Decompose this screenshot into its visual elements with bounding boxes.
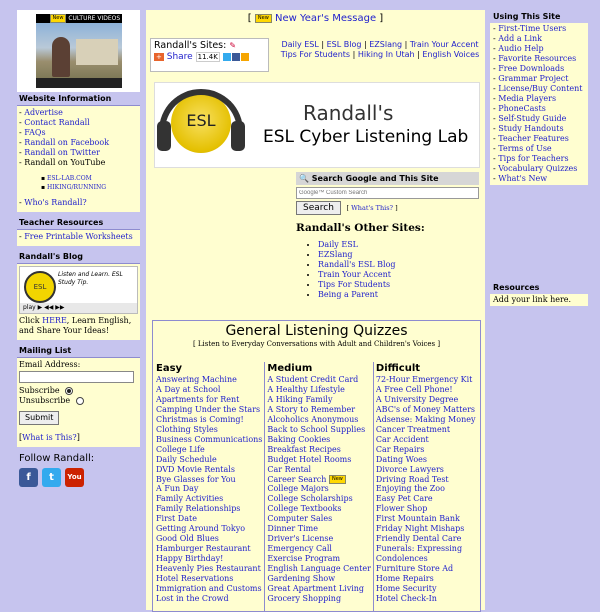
quiz-link[interactable]: Clothing Styles [156, 424, 218, 434]
resources-text: Add your link here. [493, 295, 572, 304]
share-button[interactable]: Share [166, 52, 193, 62]
using-site-panel [490, 10, 588, 185]
search-icon: 🔍 [299, 174, 309, 183]
other-site-item[interactable]: • Being a Parent [318, 290, 479, 300]
using-site-link[interactable]: - License/Buy Content [493, 84, 583, 93]
using-site-link[interactable]: - What's New [493, 174, 548, 183]
using-site-link[interactable]: - Audio Help [493, 44, 544, 53]
quiz-link[interactable]: Exercise Program [267, 554, 341, 564]
quiz-link[interactable]: 72-Hour Emergency Kit [375, 375, 473, 384]
main-content [146, 10, 485, 610]
site-link-esl-blog[interactable]: ESL Blog [326, 40, 362, 49]
earcup-right [231, 121, 245, 151]
link-facebook[interactable]: - Randall on Facebook [19, 138, 110, 147]
medium-column [265, 362, 374, 611]
quiz-link[interactable]: Answering Machine [156, 375, 237, 384]
quiz-link[interactable]: Breakfast Recipes [267, 444, 341, 454]
quiz-link[interactable]: English Language Center [267, 564, 371, 574]
medium-heading: Medium [267, 363, 313, 374]
link-who[interactable]: - Who's Randall? [19, 198, 87, 207]
website-info-heading: Website Information [17, 92, 140, 106]
quiz-link[interactable]: Emergency Call [267, 544, 332, 554]
new-year-notice: [ New New Year's Message ] [247, 13, 384, 24]
link-faqs[interactable]: - FAQs [19, 128, 46, 137]
esl-logo: ESL [24, 271, 56, 303]
using-site-link[interactable]: - Favorite Resources [493, 54, 577, 63]
quiz-link[interactable]: Career Search New [267, 475, 371, 485]
mailing-heading: Mailing List [17, 344, 140, 358]
blog-text: Click HERE, Learn English, and Share Your Ideas! [19, 316, 132, 335]
quiz-link[interactable]: Home Repairs [375, 574, 434, 584]
quiz-link[interactable]: Hamburger Restaurant [156, 544, 251, 554]
quiz-link[interactable]: Gardening Show [267, 574, 336, 584]
quiz-link[interactable]: Computer Sales [267, 514, 333, 524]
what-is-this-link[interactable]: What is This? [22, 433, 77, 442]
mailing-panel: Mailing List Email Address: Subscribe Unsubscribe Submit [What is This?] [17, 344, 140, 447]
using-site-link[interactable]: - Media Players [493, 94, 557, 103]
video-title: CULTURE VIDEOS [68, 15, 121, 22]
using-site-link[interactable]: - PhoneCasts [493, 104, 546, 113]
quiz-link[interactable]: DVD Movie Rentals [156, 464, 235, 474]
quiz-link[interactable]: A Hiking Family [267, 394, 333, 404]
quiz-link[interactable]: Friday Night Mishaps [375, 524, 465, 534]
quiz-link[interactable]: Hotel Reservations [156, 574, 234, 584]
search-button[interactable]: Search [296, 201, 341, 215]
quiz-link[interactable]: A Free Cell Phone! [375, 384, 453, 394]
quiz-link[interactable]: College Scholarships [267, 494, 353, 504]
quiz-link[interactable]: A Day at School [156, 384, 221, 394]
resources-panel [490, 281, 588, 306]
site-link-train-accent[interactable]: Train Your Accent [409, 40, 479, 49]
link-youtube[interactable]: - Randall on YouTube [19, 158, 106, 167]
quiz-link[interactable]: Funerals: Expressing [375, 544, 463, 554]
follow-section [17, 451, 140, 489]
quiz-link[interactable]: Heavenly Pies Restaurant [156, 564, 261, 574]
video-title-bar [36, 14, 122, 23]
quiz-link[interactable]: First Date [156, 514, 197, 524]
quiz-link[interactable]: Driver's License [267, 534, 334, 544]
quiz-link[interactable]: Flower Shop [375, 504, 428, 514]
site-link-tips-students[interactable]: Tips For Students [280, 50, 351, 59]
quiz-link[interactable]: Divorce Lawyers [375, 464, 444, 474]
quiz-title: General Listening Quizzes [225, 323, 408, 339]
culture-video-player[interactable] [36, 14, 122, 88]
email-field[interactable] [19, 371, 134, 383]
unsubscribe-label: Unsubscribe [19, 396, 71, 405]
teacher-panel: Teacher Resources - Free Printable Worksheets [17, 216, 140, 246]
follow-heading: Follow Randall: [19, 453, 95, 464]
quiz-link[interactable]: Grocery Shopping [267, 593, 342, 603]
resources-heading: Resources [490, 281, 588, 294]
using-site-link[interactable]: - Terms of Use [493, 144, 552, 153]
quiz-link[interactable]: Camping Under the Stars [156, 404, 261, 414]
left-sidebar [17, 10, 140, 489]
site-links: Daily ESL | ESL Blog | EZSlang | Train Your Accent Tips For Students | Hiking In Utah | English Voices [280, 40, 480, 59]
quiz-link[interactable]: Great Apartment Living [267, 584, 365, 594]
facebook-icon[interactable]: f [19, 468, 38, 487]
quiz-link[interactable]: Driving Road Test [375, 474, 449, 484]
link-worksheets[interactable]: Free Printable Worksheets [24, 232, 133, 241]
quiz-link[interactable]: Hotel Check-In [375, 593, 437, 603]
quiz-link[interactable]: Happy Birthday! [156, 554, 224, 564]
using-site-link[interactable]: - Tips for Teachers [493, 154, 569, 163]
difficult-column [374, 362, 479, 611]
new-badge: New [50, 14, 67, 23]
quiz-link[interactable]: Easy Pet Care [375, 494, 433, 504]
new-badge: New [255, 14, 272, 23]
link-hiking[interactable]: ▪ HIKING/RUNNING [41, 184, 106, 191]
using-site-heading: Using This Site [490, 10, 588, 23]
quiz-link[interactable]: Apartments for Rent [156, 394, 240, 404]
video-controls[interactable] [36, 78, 122, 88]
house-image [76, 39, 118, 65]
difficult-heading: Difficult [375, 363, 421, 374]
person-image [52, 37, 70, 77]
using-site-link[interactable]: - First-Time Users [493, 24, 567, 33]
quiz-link[interactable]: College Majors [267, 484, 329, 494]
quiz-link[interactable]: Christmas is Coming! [156, 414, 244, 424]
quiz-link[interactable]: First Mountain Bank [375, 514, 460, 524]
whats-this-link[interactable]: What's This? [351, 204, 394, 212]
blog-heading: Randall's Blog [17, 250, 140, 264]
subscribe-label: Subscribe [19, 386, 60, 395]
quiz-link[interactable]: Car Accident [375, 434, 429, 444]
twitter-icon[interactable] [223, 53, 231, 61]
quiz-link[interactable]: College Textbooks [267, 504, 342, 514]
quiz-link[interactable]: Cancer Treatment [375, 424, 451, 434]
blog-player[interactable] [19, 266, 138, 314]
sites-title: Randall's Sites: [154, 40, 227, 51]
other-site-item[interactable]: • Tips For Students [318, 280, 479, 290]
using-site-link[interactable]: - Add a Link [493, 34, 542, 43]
quiz-link[interactable]: Alcoholics Anonymous [267, 414, 359, 424]
submit-button[interactable]: Submit [19, 411, 59, 425]
quiz-link[interactable]: Family Relationships [156, 504, 241, 514]
facebook-icon[interactable] [232, 53, 240, 61]
using-site-link[interactable]: - Vocabulary Quizzes [493, 164, 578, 173]
earcup-left [157, 121, 171, 151]
quiz-link[interactable]: Lost in the Crowd [156, 593, 229, 603]
other-sites-heading: Randall's Other Sites: [296, 222, 425, 234]
listening-quizzes [152, 320, 481, 612]
easy-column [154, 362, 265, 611]
quiz-link[interactable]: Daily Schedule [156, 454, 217, 464]
other-site-item[interactable]: • Daily ESL [318, 240, 479, 250]
website-info-panel [17, 92, 140, 212]
quiz-link[interactable]: Home Security [375, 584, 437, 594]
using-site-link[interactable]: - Self-Study Guide [493, 114, 567, 123]
using-site-link[interactable]: - Grammar Project [493, 74, 569, 83]
quiz-link[interactable]: Good Old Blues [156, 534, 219, 544]
logo-title-line1: Randall's [303, 101, 394, 125]
site-link-hiking-utah[interactable]: Hiking In Utah [357, 50, 415, 59]
blog-play-button[interactable]: play ▶ ◀◀ ▶▶ [20, 303, 137, 313]
using-site-link[interactable]: - Study Handouts [493, 124, 564, 133]
quiz-link[interactable]: Furniture Store Ad [375, 564, 454, 574]
using-site-link[interactable]: - Teacher Features [493, 134, 569, 143]
site-link-daily-esl[interactable]: Daily ESL [281, 40, 319, 49]
link-advertise[interactable]: - Advertise [19, 108, 63, 117]
quiz-link[interactable]: Friendly Dental Care [375, 534, 462, 544]
quiz-link[interactable]: A Student Credit Card [267, 375, 359, 384]
quiz-link[interactable]: Condolences [375, 554, 428, 564]
logo-title-line2: ESL Cyber Listening Lab [263, 127, 469, 147]
search-area: 🔍 Search Google and This Site Google™ Custom Search Search [ What's This? ] Randall's Other Sites: • Daily ESL • EZSlang • Randall's ESL Blog • Train Your Accent • Tips For Students • Being a Parent [296, 172, 479, 300]
email-icon[interactable] [241, 53, 249, 61]
new-year-link[interactable]: New Year's Message [274, 13, 377, 24]
quiz-link[interactable]: A Healthy Lifestyle [267, 384, 345, 394]
search-heading: 🔍 Search Google and This Site [296, 172, 479, 185]
bookmark-icon: ✎ [229, 41, 237, 50]
link-esl-lab[interactable]: ▪ ESL-LAB.COM [41, 175, 92, 182]
quiz-link[interactable]: A Story to Remember [267, 404, 356, 414]
site-logo[interactable] [154, 82, 480, 168]
quiz-link[interactable]: Dinner Time [267, 524, 318, 534]
quiz-link[interactable]: Adsense: Making Money [375, 414, 476, 424]
quiz-link[interactable]: Enjoying the Zoo [375, 484, 445, 494]
subscribe-radio[interactable] [65, 387, 73, 395]
other-site-item[interactable]: • Randall's ESL Blog [318, 260, 479, 270]
quiz-subtitle: [ Listen to Everyday Conversations with Adult and Children's Voices ] [192, 340, 441, 348]
video-thumbnail [36, 23, 122, 78]
teacher-heading: Teacher Resources [17, 216, 140, 230]
quiz-link[interactable]: Family Activities [156, 494, 224, 504]
easy-heading: Easy [156, 363, 183, 374]
blog-here-link[interactable]: HERE [42, 316, 67, 325]
share-plus-icon[interactable]: + [156, 53, 162, 61]
quiz-link[interactable]: A Fun Day [156, 484, 199, 494]
share-count: 11.4K [197, 53, 218, 61]
link-twitter[interactable]: - Randall on Twitter [19, 148, 100, 157]
quiz-link[interactable]: Bye Glasses for You [156, 474, 236, 484]
link-contact[interactable]: - Contact Randall [19, 118, 90, 127]
using-site-link[interactable]: - Free Downloads [493, 64, 565, 73]
blog-tagline: Listen and Learn. ESL Study Tip. [58, 271, 123, 286]
new-badge: New [329, 475, 346, 484]
quiz-link[interactable]: College Life [156, 444, 205, 454]
quiz-link[interactable]: Baking Cookies [267, 434, 331, 444]
twitter-icon[interactable]: t [42, 468, 61, 487]
quiz-link[interactable]: A University Degree [375, 394, 459, 404]
other-site-item[interactable]: • Train Your Accent [318, 270, 479, 280]
quiz-link[interactable]: Back to School Supplies [267, 424, 366, 434]
search-input[interactable] [296, 187, 479, 199]
quiz-link[interactable]: Car Repairs [375, 444, 425, 454]
esl-disc-logo: ESL [171, 93, 231, 153]
other-sites-list [318, 240, 479, 300]
site-link-english-voices[interactable]: English Voices [422, 50, 480, 59]
right-sidebar [490, 10, 588, 306]
randalls-sites-box [150, 38, 269, 72]
unsubscribe-radio[interactable] [76, 397, 84, 405]
quiz-link[interactable]: Business Communications [156, 434, 263, 444]
other-site-item[interactable]: • EZSlang [318, 250, 479, 260]
quiz-link[interactable]: Car Rental [267, 464, 312, 474]
quiz-link[interactable]: Dating Woes [375, 454, 428, 464]
email-label: Email Address: [19, 360, 81, 369]
quiz-link[interactable]: Budget Hotel Rooms [267, 454, 352, 464]
youtube-icon[interactable]: You [65, 468, 84, 487]
site-link-ezslang[interactable]: EZSlang [369, 40, 403, 49]
quiz-link[interactable]: Immigration and Customs [156, 584, 262, 594]
blog-panel [17, 250, 140, 340]
quiz-link[interactable]: Getting Around Tokyo [156, 524, 246, 534]
culture-video-box [17, 10, 140, 92]
quiz-link[interactable]: ABC's of Money Matters [375, 404, 476, 414]
